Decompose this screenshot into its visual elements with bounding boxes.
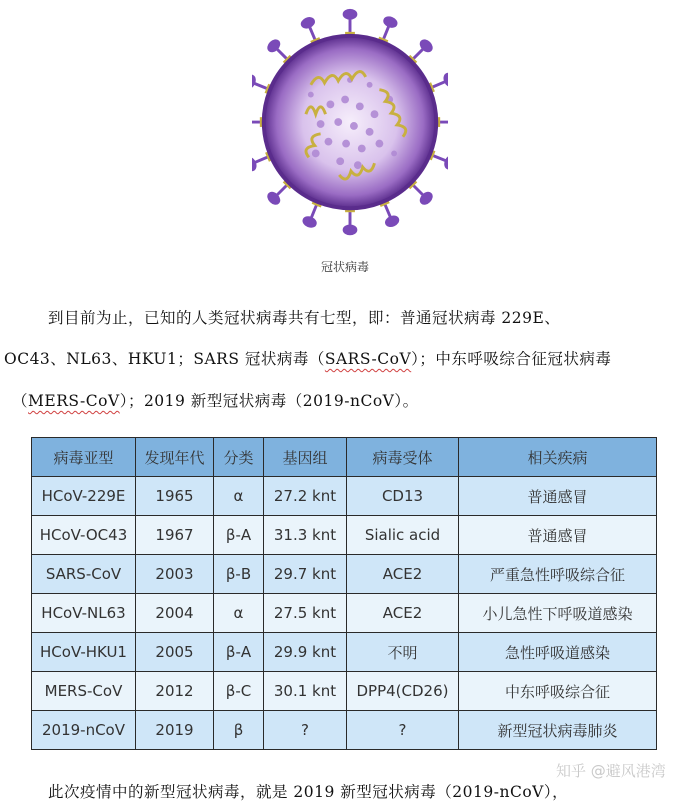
text: （	[12, 392, 29, 410]
cell: 普通感冒	[459, 516, 657, 555]
cell: 29.9 knt	[264, 633, 347, 672]
spellcheck-word: MERS-CoV	[28, 392, 120, 410]
cell: 31.3 knt	[264, 516, 347, 555]
cell: α	[214, 477, 264, 516]
cell: 2003	[136, 555, 214, 594]
cell: α	[214, 594, 264, 633]
cell: ACE2	[347, 555, 459, 594]
cell: ?	[264, 711, 347, 750]
cell: HCoV-NL63	[32, 594, 136, 633]
cell: 严重急性呼吸综合征	[459, 555, 657, 594]
cell: SARS-CoV	[32, 555, 136, 594]
cell: HCoV-229E	[32, 477, 136, 516]
cell: CD13	[347, 477, 459, 516]
cell: 1965	[136, 477, 214, 516]
cell: ACE2	[347, 594, 459, 633]
table-row	[32, 633, 657, 672]
cell: HCoV-HKU1	[32, 633, 136, 672]
cell: HCoV-OC43	[32, 516, 136, 555]
cell: Sialic acid	[347, 516, 459, 555]
table-header-row	[32, 438, 657, 477]
cell: 30.1 knt	[264, 672, 347, 711]
cell: 27.2 knt	[264, 477, 347, 516]
table-row	[32, 594, 657, 633]
header-receptor: 病毒受体	[347, 438, 459, 477]
cell: 27.5 knt	[264, 594, 347, 633]
spellcheck-word: SARS-CoV	[324, 350, 412, 368]
header-year: 发现年代	[136, 438, 214, 477]
paragraph-2	[4, 347, 690, 369]
table-row	[32, 555, 657, 594]
cell: 中东呼吸综合征	[459, 672, 657, 711]
cell: 29.7 knt	[264, 555, 347, 594]
cell: β-A	[214, 633, 264, 672]
cell: 急性呼吸道感染	[459, 633, 657, 672]
text: ）；2019 新型冠状病毒（2019-nCoV）。	[119, 392, 419, 410]
cell: 不明	[347, 633, 459, 672]
cell: β-A	[214, 516, 264, 555]
cell: 2019-nCoV	[32, 711, 136, 750]
cell: 2012	[136, 672, 214, 711]
header-subtype: 病毒亚型	[32, 438, 136, 477]
cell: 普通感冒	[459, 477, 657, 516]
cell: β-B	[214, 555, 264, 594]
watermark: 知乎 @避风港湾	[556, 762, 666, 780]
cell: 2004	[136, 594, 214, 633]
cell: 新型冠状病毒肺炎	[459, 711, 657, 750]
paragraph-4: 此次疫情中的新型冠状病毒，就是 2019 新型冠状病毒（2019-nCoV），	[48, 783, 569, 801]
paragraph-3	[12, 389, 690, 411]
cell: β	[214, 711, 264, 750]
table-row	[32, 516, 657, 555]
cell: 2005	[136, 633, 214, 672]
paragraph-1: 到目前为止，已知的人类冠状病毒共有七型，即：普通冠状病毒 229E、	[48, 309, 561, 327]
table-row	[32, 711, 657, 750]
coronavirus-table	[31, 437, 657, 750]
cell: 1967	[136, 516, 214, 555]
figure-caption: 冠状病毒	[320, 260, 369, 274]
cell: DPP4(CD26)	[347, 672, 459, 711]
cell: β-C	[214, 672, 264, 711]
header-class: 分类	[214, 438, 264, 477]
coronavirus-illustration	[252, 4, 448, 244]
cell: ?	[347, 711, 459, 750]
virus-figure	[240, 0, 450, 285]
table-row	[32, 477, 657, 516]
header-genome: 基因组	[264, 438, 347, 477]
cell: 小儿急性下呼吸道感染	[459, 594, 657, 633]
table-row	[32, 672, 657, 711]
text: OC43、NL63、HKU1；SARS 冠状病毒（	[4, 350, 325, 368]
cell: 2019	[136, 711, 214, 750]
cell: MERS-CoV	[32, 672, 136, 711]
header-disease: 相关疾病	[459, 438, 657, 477]
text: ）；中东呼吸综合征冠状病毒	[411, 350, 612, 368]
